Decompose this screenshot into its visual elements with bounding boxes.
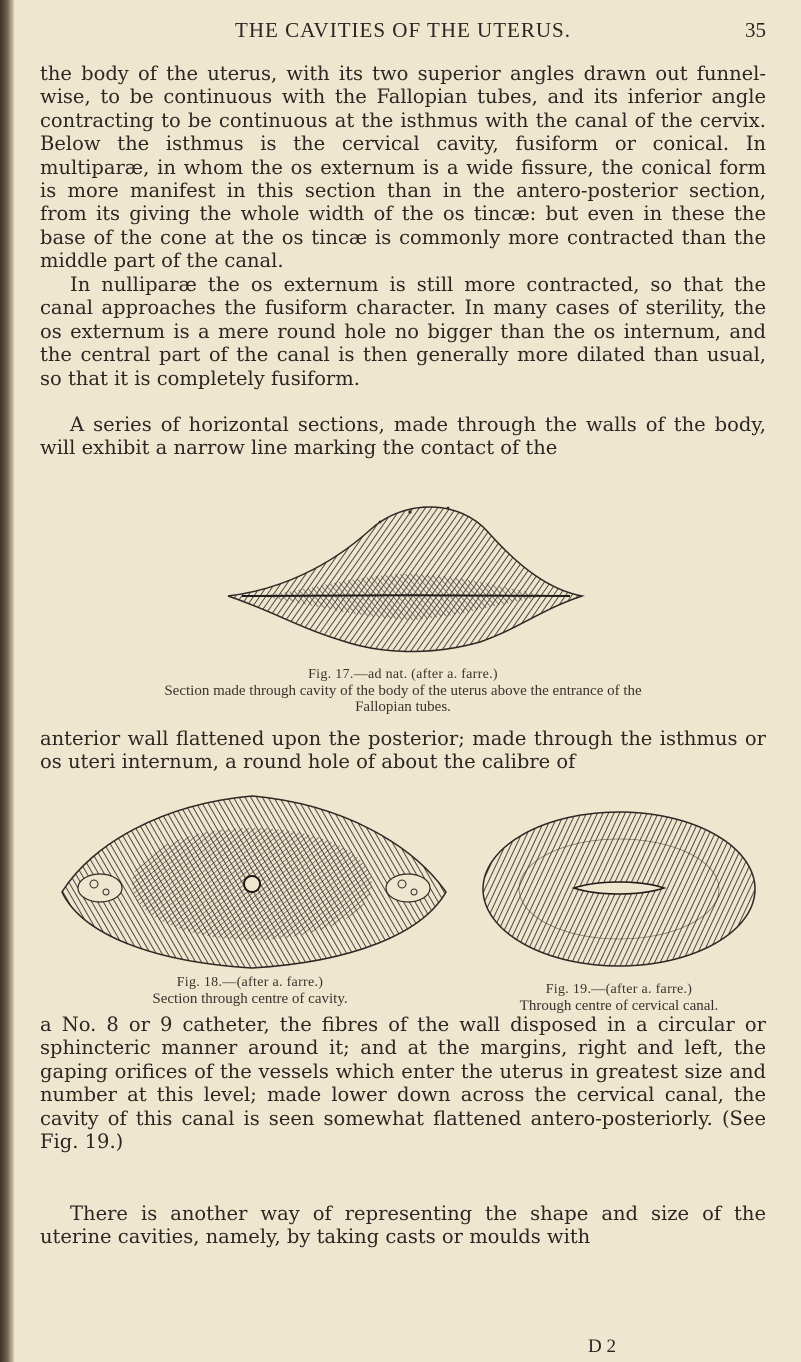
figure-19-illustration <box>478 808 760 970</box>
paragraph-4: anterior wall flattened upon the posterior; made through the isthmus or os uteri internum, a round hole of about the calibre of <box>40 727 766 774</box>
figure-17-title: Fig. 17.—ad nat. (after a. farre.) <box>308 667 498 682</box>
page-header <box>40 18 766 48</box>
figure-17-caption <box>40 667 766 715</box>
paragraph-2: In nulliparæ the os externum is still more contracted, so that the canal approaches the fusiform character. In many cases of sterility, the os externum is a mere round hole no bigger than the os internum, and the central part of the canal is then generally more dilated than usual, so that it is completely fusiform. <box>40 273 766 390</box>
figure-17-illustration <box>220 478 590 660</box>
signature-mark: D 2 <box>588 1336 616 1357</box>
figure-18-illustration <box>52 784 456 972</box>
figure-17-caption-line1: Section made through cavity of the body of the uterus above the entrance of the <box>164 683 642 699</box>
figure-19-caption-text: Through centre of cervical canal. <box>519 998 719 1014</box>
figure-19-caption <box>472 982 766 1014</box>
figure-18-caption <box>40 975 460 1007</box>
paragraph-3: A series of horizontal sections, made through the walls of the body, will exhibit a narrow line marking the contact of the <box>40 413 766 460</box>
running-title: THE CAVITIES OF THE UTERUS. <box>235 18 571 42</box>
paragraph-1: the body of the uterus, with its two superior angles drawn out funnel-wise, to be continuous with the Fallopian tubes, and its inferior angle contracting to be continuous at the isthmus with the canal of the cervix. Below the isthmus is the cervical cavity, fusiform or conical. In multiparæ, in whom the os externum is a wide fissure, the conical form is more manifest in this section than in the antero-posterior section, from its giving the whole width of the os tincæ: but even in these the base of the cone at the os tincæ is commonly more contracted than the middle part of the canal. <box>40 62 766 273</box>
paragraph-6: There is another way of representing the shape and size of the uterine cavities, namely, by taking casts or moulds with <box>40 1202 766 1249</box>
figure-18-title: Fig. 18.—(after a. farre.) <box>176 975 324 990</box>
book-binding-edge <box>0 0 14 1362</box>
figure-19-title: Fig. 19.—(after a. farre.) <box>545 982 693 997</box>
page-number: 35 <box>745 18 766 42</box>
figure-17-caption-line2: Fallopian tubes. <box>355 699 451 715</box>
paragraph-5: a No. 8 or 9 catheter, the fibres of the wall disposed in a circular or sphincteric manner around it; and at the margins, right and left, the gaping orifices of the vessels which enter the uterus in greatest size and number at this level; made lower down across the cervical canal, the cavity of this canal is seen somewhat flattened antero-posteriorly. (See Fig. 19.) <box>40 1013 766 1154</box>
figure-18-caption-text: Section through centre of cavity. <box>152 991 348 1007</box>
